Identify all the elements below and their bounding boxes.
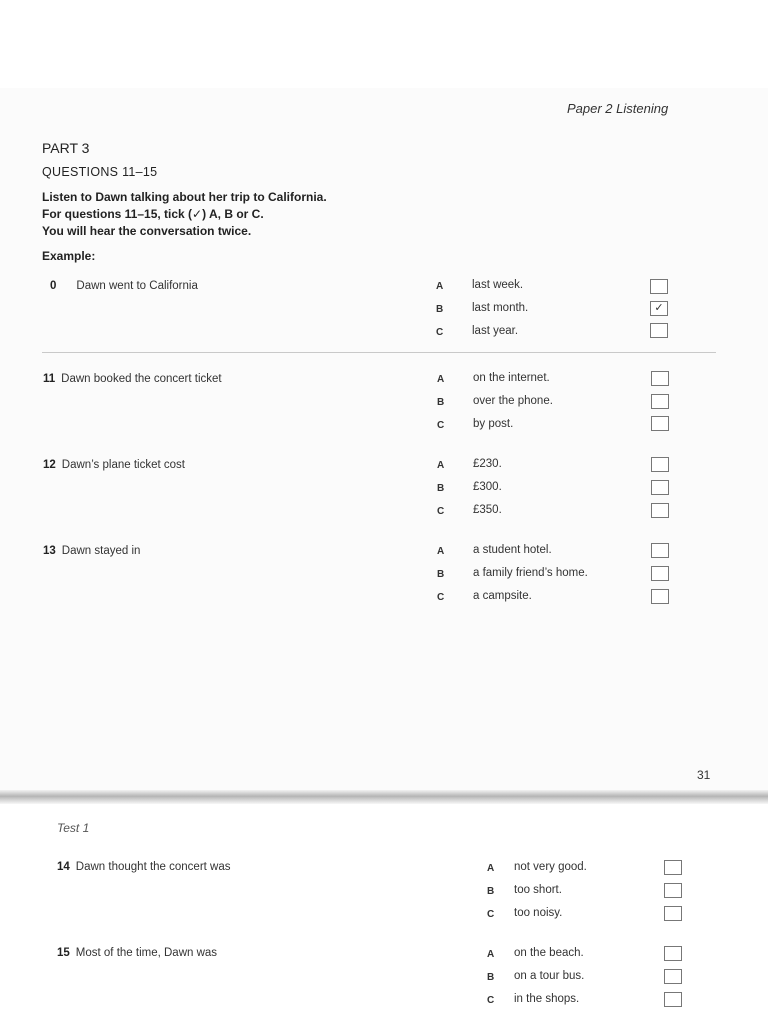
running-head: Paper 2 Listening	[567, 101, 669, 116]
option-letter: B	[437, 569, 445, 580]
answer-checkbox[interactable]	[651, 457, 669, 472]
option-letter: A	[487, 949, 495, 960]
answer-checkbox[interactable]	[651, 543, 669, 558]
answer-checkbox[interactable]	[651, 480, 669, 495]
answer-checkbox[interactable]	[651, 394, 669, 409]
question-text: Dawn thought the concert was	[75, 861, 231, 873]
question-text: Most of the time, Dawn was	[75, 947, 218, 959]
instruction-line-1: Listen to Dawn talking about her trip to California.	[42, 190, 327, 204]
answer-checkbox[interactable]	[650, 323, 668, 338]
question-text: Dawn stayed in	[61, 545, 141, 557]
answer-checkbox[interactable]	[664, 946, 682, 961]
question-number: 13	[43, 545, 56, 557]
option-letter: A	[436, 281, 444, 292]
answer-checkbox[interactable]	[651, 589, 669, 604]
divider-line	[42, 352, 716, 353]
answer-checkbox[interactable]	[664, 906, 682, 921]
question-12	[43, 459, 185, 471]
question-text: Dawn booked the concert ticket	[61, 373, 222, 385]
answer-checkbox[interactable]	[664, 969, 682, 984]
option-text: a student hotel.	[473, 544, 552, 556]
option-letter: C	[436, 327, 444, 338]
option-text: £230.	[473, 458, 502, 470]
option-text: in the shops.	[514, 993, 580, 1005]
option-letter: C	[437, 420, 445, 431]
option-letter: B	[487, 972, 495, 983]
option-text: £350.	[473, 504, 502, 516]
option-text: £300.	[473, 481, 502, 493]
question-14	[57, 861, 231, 873]
option-letter: C	[487, 995, 495, 1006]
question-15	[57, 947, 217, 959]
instruction-line-2: For questions 11–15, tick (✓) A, B or C.	[42, 207, 264, 221]
option-text: not very good.	[514, 861, 587, 873]
part-title: PART 3	[42, 140, 90, 156]
option-text: a campsite.	[473, 590, 532, 602]
option-letter: C	[487, 909, 495, 920]
answer-checkbox[interactable]	[664, 860, 682, 875]
option-letter: B	[437, 483, 445, 494]
option-letter: C	[437, 592, 445, 603]
question-number: 11	[43, 373, 56, 385]
question-13	[43, 545, 140, 557]
answer-checkbox[interactable]	[664, 883, 682, 898]
question-number: 15	[57, 947, 70, 959]
question-range: QUESTIONS 11–15	[42, 165, 158, 179]
option-letter: B	[437, 397, 445, 408]
instruction-line-3: You will hear the conversation twice.	[42, 224, 252, 238]
answer-checkbox[interactable]	[664, 992, 682, 1007]
question-number: 14	[57, 861, 70, 873]
option-text: by post.	[473, 418, 514, 430]
question-number: 0	[50, 280, 57, 292]
option-letter: B	[487, 886, 495, 897]
question-text: Dawn went to California	[76, 280, 198, 292]
page-number: 31	[697, 768, 711, 782]
question-11	[43, 373, 222, 385]
answer-checkbox[interactable]	[651, 566, 669, 581]
option-letter: C	[437, 506, 445, 517]
option-letter: A	[437, 460, 445, 471]
answer-checkbox[interactable]	[651, 503, 669, 518]
option-text: on the beach.	[514, 947, 584, 959]
option-text: over the phone.	[473, 395, 553, 407]
example-question	[50, 280, 198, 292]
option-text: on a tour bus.	[514, 970, 585, 982]
question-number: 12	[43, 459, 56, 471]
answer-checkbox[interactable]	[651, 416, 669, 431]
test-label: Test 1	[57, 821, 90, 835]
option-text: last week.	[472, 279, 524, 291]
option-letter: A	[487, 863, 495, 874]
answer-checkbox-checked[interactable]: ✓	[650, 301, 668, 316]
question-text: Dawn’s plane ticket cost	[61, 459, 185, 471]
option-text: too short.	[514, 884, 562, 896]
option-text: too noisy.	[514, 907, 563, 919]
page-divider	[0, 790, 768, 804]
answer-checkbox[interactable]	[651, 371, 669, 386]
option-letter: B	[436, 304, 444, 315]
example-label: Example:	[42, 249, 96, 263]
option-text: last month.	[472, 302, 529, 314]
option-letter: A	[437, 374, 445, 385]
option-text: last year.	[472, 325, 519, 337]
option-letter: A	[437, 546, 445, 557]
answer-checkbox[interactable]	[650, 279, 668, 294]
option-text: on the internet.	[473, 372, 550, 384]
page-32	[0, 804, 768, 1024]
option-text: a family friend’s home.	[473, 567, 588, 579]
